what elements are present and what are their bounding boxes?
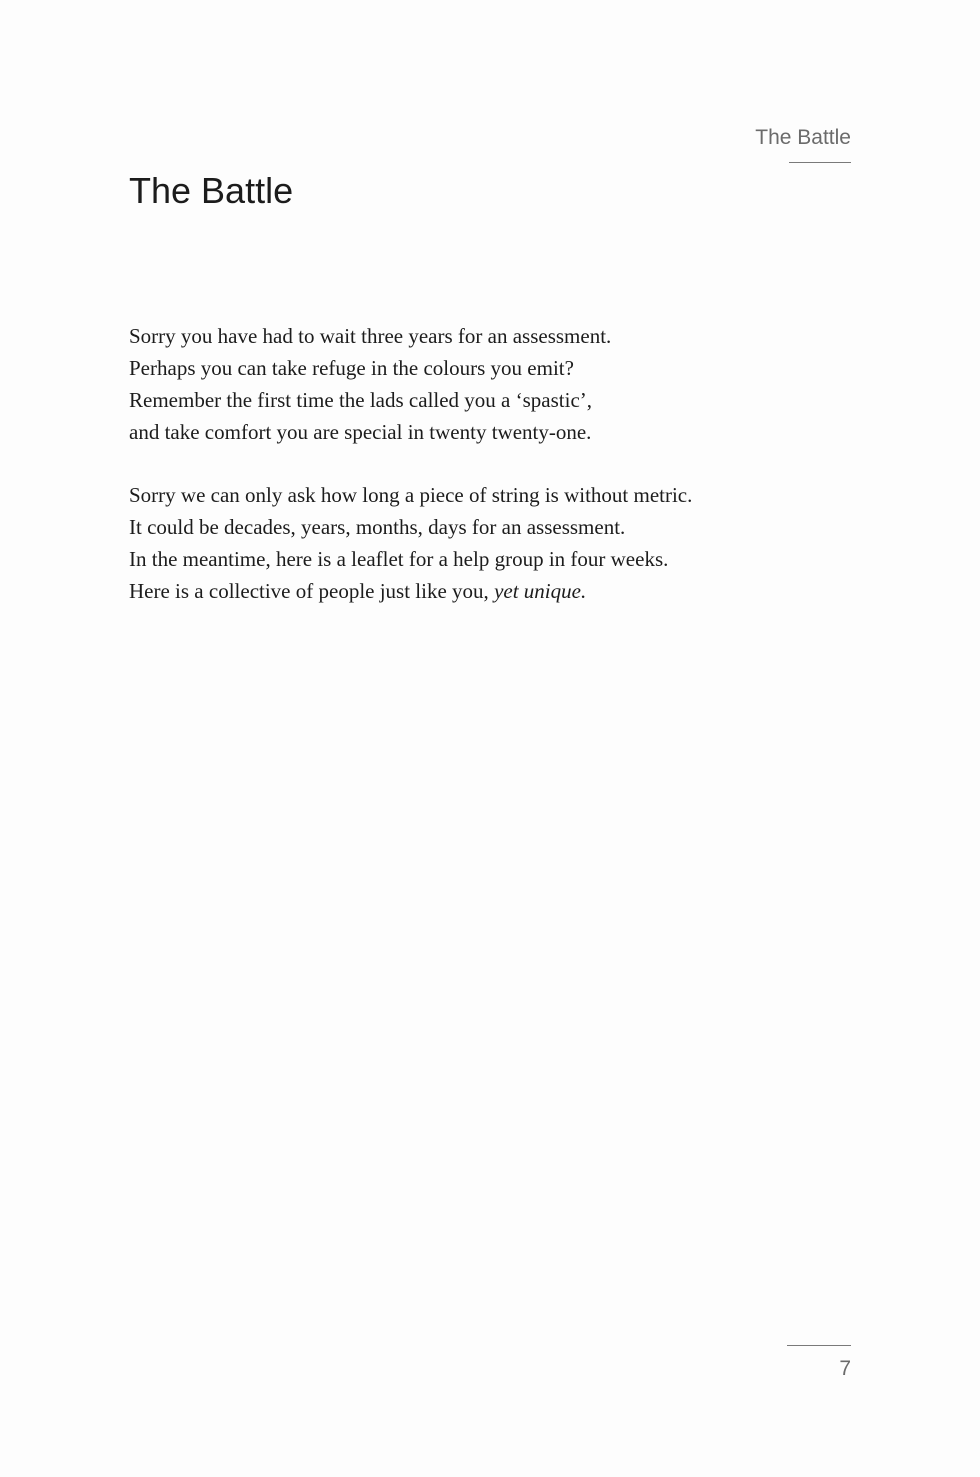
poem-body: [129, 320, 829, 638]
poem-line-emphasis: yet unique.: [494, 579, 587, 603]
running-header-title: The Battle: [755, 126, 851, 149]
poem-line: Perhaps you can take refuge in the colours you emit?: [129, 356, 574, 380]
stanza-2: [129, 479, 829, 607]
poem-line: Sorry you have had to wait three years for an assessment.: [129, 324, 612, 348]
page-number: 7: [839, 1357, 851, 1380]
poem-line-last: [129, 575, 829, 607]
poem-line: Remember the first time the lads called you a ‘spastic’,: [129, 388, 593, 412]
poem-line: It could be decades, years, months, days for an assessment.: [129, 515, 626, 539]
header-rule: [789, 162, 851, 163]
poem-title: The Battle: [129, 170, 294, 211]
footer-rule: [787, 1345, 851, 1346]
poem-line: Sorry we can only ask how long a piece of string is without metric.: [129, 483, 693, 507]
poem-line: and take comfort you are special in twenty twenty-one.: [129, 420, 592, 444]
poem-line-text: Here is a collective of people just like you,: [129, 579, 495, 603]
stanza-1: [129, 320, 829, 448]
poem-line: In the meantime, here is a leaflet for a help group in four weeks.: [129, 547, 669, 571]
